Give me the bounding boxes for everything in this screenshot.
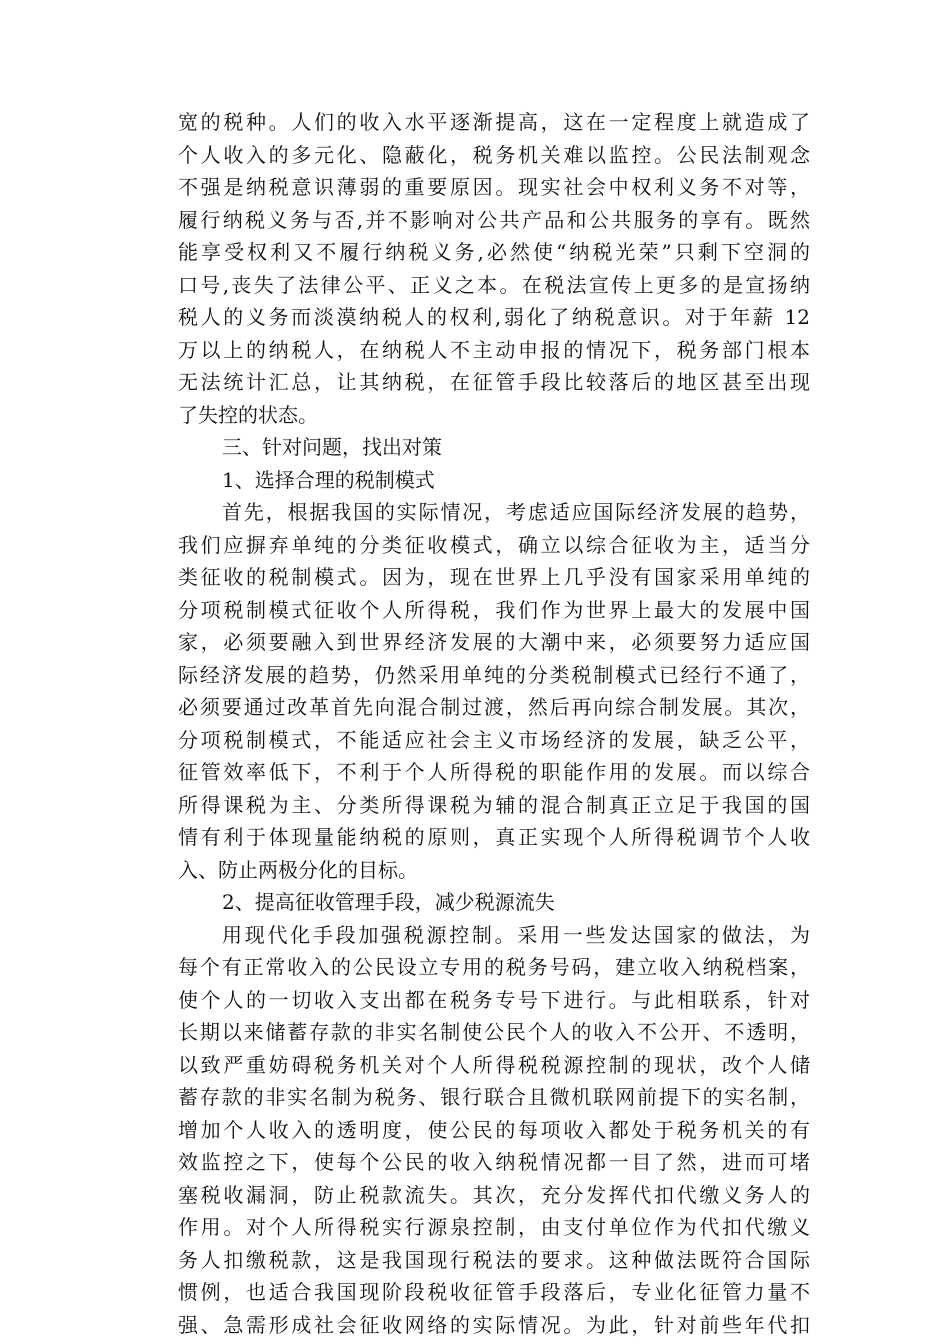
text-line: 分项税制模式，不能适应社会主义市场经济的发展，缺乏公平， bbox=[178, 727, 810, 752]
text-line: 蓄存款的非实名制为税务、银行联合且微机联网前提下的实名制， bbox=[178, 1085, 810, 1109]
text-line: 万以上的纳税人，在纳税人不主动申报的情况下，税务部门根本 bbox=[178, 337, 810, 362]
text-line: 履行纳税义务与否,并不影响对公共产品和公共服务的享有。既然 bbox=[178, 207, 810, 232]
text-line: 入、防止两极分化的目标。 bbox=[178, 857, 418, 882]
text-line: 用现代化手段加强税源控制。采用一些发达国家的做法，为 bbox=[222, 922, 810, 947]
text-line: 使个人的一切收入支出都在税务专号下进行。与此相联系，针对 bbox=[178, 987, 810, 1012]
text-line: 强、急需形成社会征收网络的实际情况。为此，针对前些年代扣 bbox=[178, 1312, 810, 1337]
text-line: 宽的税种。人们的收入水平逐渐提高，这在一定程度上就造成了 bbox=[178, 110, 810, 134]
text-line: 增加个人收入的透明度，使公民的每项收入都处于税务机关的有 bbox=[178, 1117, 810, 1142]
text-line: 作用。对个人所得税实行源泉控制，由支付单位作为代扣代缴义 bbox=[178, 1215, 810, 1239]
text-line: 2、提高征收管理手段，减少税源流失 bbox=[222, 890, 555, 914]
text-line: 税人的义务而淡漠纳税人的权利,弱化了纳税意识。对于年薪 12 bbox=[178, 305, 810, 329]
text-line: 每个有正常收入的公民设立专用的税务号码，建立收入纳税档案， bbox=[178, 955, 810, 979]
text-line: 不强是纳税意识薄弱的重要原因。现实社会中权利义务不对等， bbox=[178, 175, 810, 199]
text-line: 分项税制模式征收个人所得税，我们作为世界上最大的发展中国 bbox=[178, 597, 810, 622]
text-line: 以致严重妨碍税务机关对个人所得税税源控制的现状，改个人储 bbox=[178, 1052, 810, 1077]
text-line: 口号,丧失了法律公平、正义之本。在税法宣传上更多的是宣扬纳 bbox=[178, 272, 810, 297]
text-line: 长期以来储蓄存款的非实名制使公民个人的收入不公开、不透明， bbox=[178, 1020, 810, 1044]
text-line: 首先，根据我国的实际情况，考虑适应国际经济发展的趋势， bbox=[222, 500, 810, 524]
text-line: 际经济发展的趋势，仍然采用单纯的分类税制模式已经行不通了， bbox=[178, 662, 810, 687]
text-line: 家，必须要融入到世界经济发展的大潮中来，必须要努力适应国 bbox=[178, 630, 810, 654]
text-line: 无法统计汇总，让其纳税，在征管手段比较落后的地区甚至出现 bbox=[178, 370, 810, 394]
text-line: 塞税收漏洞，防止税款流失。其次，充分发挥代扣代缴义务人的 bbox=[178, 1182, 810, 1207]
text-line: 所得课税为主、分类所得课税为辅的混合制真正立足于我国的国 bbox=[178, 792, 810, 817]
text-line: 了失控的状态。 bbox=[178, 402, 318, 427]
text-line: 个人收入的多元化、隐蔽化，税务机关难以监控。公民法制观念 bbox=[178, 142, 810, 167]
text-line: 我们应摒弃单纯的分类征收模式，确立以综合征收为主，适当分 bbox=[178, 532, 810, 557]
text-line: 务人扣缴税款，这是我国现行税法的要求。这种做法既符合国际 bbox=[178, 1247, 810, 1272]
text-line: 必须要通过改革首先向混合制过渡，然后再向综合制发展。其次， bbox=[178, 695, 810, 719]
text-line: 情有利于体现量能纳税的原则，真正实现个人所得税调节个人收 bbox=[178, 825, 810, 849]
text-line: 1、选择合理的税制模式 bbox=[222, 467, 435, 492]
text-line: 能享受权利又不履行纳税义务,必然使“纳税光荣”只剩下空洞的 bbox=[178, 240, 810, 264]
text-line: 惯例，也适合我国现阶段税收征管手段落后，专业化征管力量不 bbox=[178, 1280, 810, 1304]
document-body-text bbox=[178, 106, 810, 1341]
text-line: 征管效率低下，不利于个人所得税的职能作用的发展。而以综合 bbox=[178, 760, 810, 784]
text-line: 三、针对问题，找出对策 bbox=[222, 435, 442, 459]
text-line: 类征收的税制模式。因为，现在世界上几乎没有国家采用单纯的 bbox=[178, 565, 810, 589]
text-line: 效监控之下，使每个公民的收入纳税情况都一目了然，进而可堵 bbox=[178, 1150, 810, 1174]
